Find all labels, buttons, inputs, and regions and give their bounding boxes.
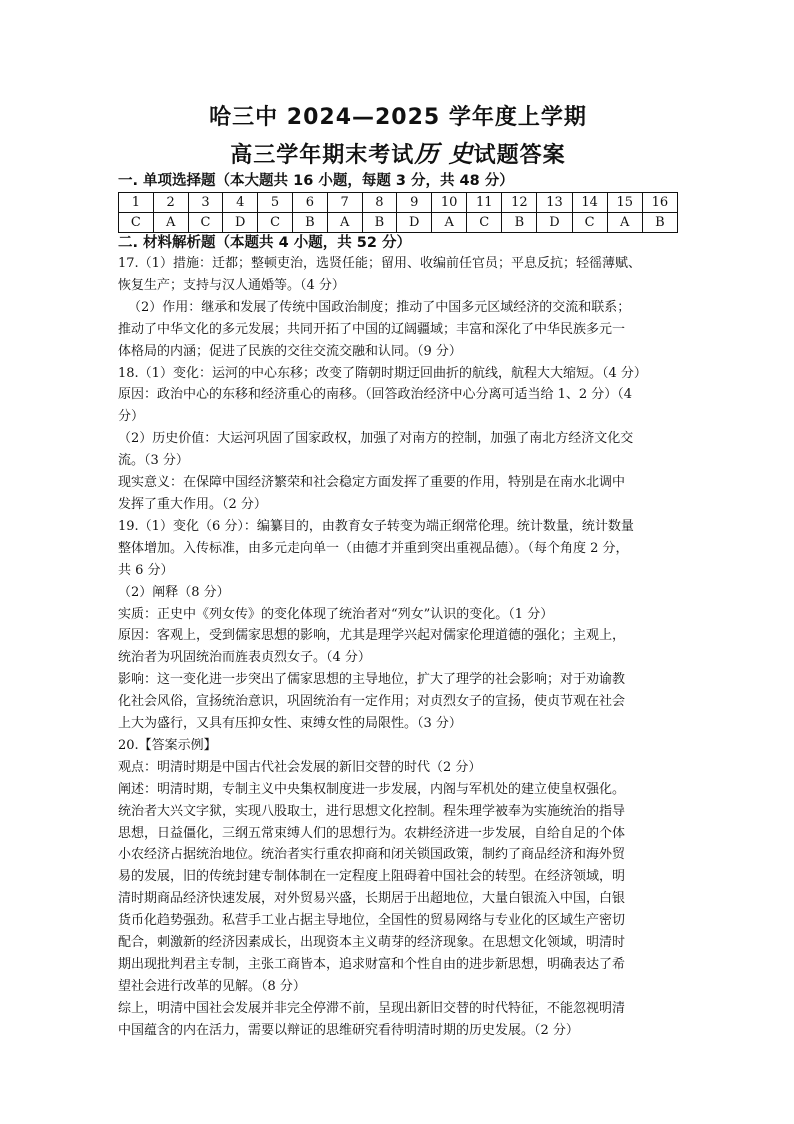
section2-heading: 二. 材料解析题（本题共 4 小题，共 52 分）	[118, 235, 412, 251]
answer-text-line: 分）	[118, 409, 145, 425]
answer-cell: B	[292, 213, 327, 233]
answer-cell: A	[607, 213, 642, 233]
answer-text-line: （2）作用：继承和发展了传统中国政治制度；推动了中国多元区域经济的交流和联系；	[128, 299, 631, 315]
answer-text-line: 小农经济占据统治地位。统治者实行重农抑商和闭关锁国政策，制约了商品经济和海外贸	[118, 847, 626, 863]
answer-text-line: 20.【答案示例】	[118, 737, 217, 753]
answer-text-line: 上大为盛行，又具有压抑女性、束缚女性的局限性。（3 分）	[118, 716, 462, 732]
answer-text-line: 实质：正史中《列女传》的变化体现了统治者对“列女”认识的变化。（1 分）	[118, 606, 554, 622]
question-number-cell: 7	[327, 193, 362, 213]
answer-text-line: 现实意义：在保障中国经济繁荣和社会稳定方面发挥了重要的作用，特别是在南水北调中	[118, 475, 626, 491]
answer-text-line: 期出现批判君主专制，主张工商皆本，追求财富和个性自由的进步新思想，明确表达了希	[118, 957, 626, 972]
answer-text-line: 统治者为巩固统治而旌表贞烈女子。（4 分）	[118, 650, 371, 666]
answer-text-line: 整体增加。入传标准，由多元走向单一（由德才并重到突出重视品德）。（每个角度 2 分，	[118, 540, 629, 556]
question-number-cell: 12	[502, 193, 537, 213]
answer-text-line: 推动了中华文化的多元发展；共同开拓了中国的辽阔疆域；丰富和深化了中华民族多元一	[118, 321, 626, 337]
answer-text-line: 影响：这一变化进一步突出了儒家思想的主导地位，扩大了理学的社会影响；对于劝谕教	[118, 672, 626, 688]
question-number-cell: 10	[432, 193, 467, 213]
section1-heading: 一. 单项选择题（本大题共 16 小题，每题 3 分，共 48 分）	[118, 173, 514, 189]
question-number-cell: 1	[119, 193, 154, 213]
answer-text-line: 流。（3 分）	[118, 453, 189, 469]
answer-cell: C	[119, 213, 154, 233]
answer-text-line: 原因：客观上，受到儒家思想的影响，尤其是理学兴起对儒家伦理道德的强化；主观上，	[118, 628, 626, 644]
answer-cell: A	[432, 213, 467, 233]
title-suffix: 试题答案	[473, 143, 566, 168]
answer-text-line: 原因：政治中心的东移和经济重心的南移。（回答政治经济中心分离可适当给 1、2 分）（4	[118, 387, 633, 403]
answer-table-answer-row	[119, 213, 678, 233]
question-number-cell: 14	[572, 193, 607, 213]
question-number-cell: 9	[397, 193, 432, 213]
answer-text-line: 发挥了重大作用。（2 分）	[118, 496, 267, 512]
answer-text-line: （2）历史价值：大运河巩固了国家政权，加强了对南方的控制，加强了南北方经济文化交	[118, 431, 634, 447]
document-title-line1: 哈三中 2024—2025 学年度上学期	[209, 105, 587, 130]
question-number-cell: 6	[292, 193, 327, 213]
document-title-line2	[118, 138, 678, 172]
answer-text-line: 17.（1）措施：迁都；整顿吏治，选贤任能；留用、收编前任官员；平息反抗；轻徭薄赋、	[118, 256, 641, 271]
answer-cell: D	[397, 213, 432, 233]
answer-cell: C	[572, 213, 607, 233]
answer-cell: B	[642, 213, 677, 233]
answer-text-line: 配合，刺激新的经济因素成长，出现资本主义萌芽的经济现象。在思想文化领域，明清时	[118, 935, 626, 951]
question-number-cell: 2	[153, 193, 188, 213]
answer-cell: B	[502, 213, 537, 233]
answer-cell: C	[258, 213, 293, 233]
answer-text-line: 化社会风俗，宣扬统治意识，巩固统治有一定作用；对贞烈女子的宣扬，使贞节观在社会	[118, 694, 626, 710]
answer-text-line: 恢复生产；支持与汉人通婚等。（4 分）	[118, 277, 345, 293]
answer-text-line: 体格局的内涵；促进了民族的交往交流交融和认同。（9 分）	[118, 343, 462, 359]
answer-text-line: 18.（1）变化：运河的中心东移；改变了隋朝时期迂回曲折的航线，航程大大缩短。（4 分）	[118, 365, 647, 381]
question-number-cell: 3	[188, 193, 223, 213]
answer-table-number-row	[119, 193, 678, 213]
question-number-cell: 11	[467, 193, 502, 213]
answer-text-line: 共 6 分）	[118, 562, 174, 578]
question-number-cell: 4	[223, 193, 258, 213]
answer-text-line: 货币化趋势强劲。私营手工业占据主导地位，全国性的贸易网络与专业化的区域生产密切	[118, 913, 626, 929]
answer-text-line: 综上，明清中国社会发展并非完全停滞不前，呈现出新旧交替的时代特征，不能忽视明清	[118, 1000, 626, 1016]
question-number-cell: 13	[537, 193, 572, 213]
answer-text-line: 易的发展，旧的传统封建专制体制在一定程度上阻碍着中国社会的转型。在经济领域，明	[118, 869, 626, 885]
question-number-cell: 5	[258, 193, 293, 213]
answer-table	[118, 192, 678, 233]
answer-text-line: 清时期商品经济快速发展，对外贸易兴盛，长期居于出超地位，大量白银流入中国，白银	[118, 891, 626, 907]
question-number-cell: 16	[642, 193, 677, 213]
answer-cell: C	[188, 213, 223, 233]
question-number-cell: 15	[607, 193, 642, 213]
answer-text-line: 观点：明清时期是中国古代社会发展的新旧交替的时代（2 分）	[118, 759, 482, 775]
answer-text-line: 统治者大兴文字狱，实现八股取士，进行思想文化控制。程朱理学被奉为实施统治的指导	[118, 803, 626, 819]
answer-text-line: （2）阐释（8 分）	[118, 584, 230, 600]
answer-text-line: 阐述：明清时期，专制主义中央集权制度进一步发展，内阁与军机处的建立使皇权强化。	[118, 781, 626, 797]
answer-cell: D	[223, 213, 258, 233]
answer-cell: B	[362, 213, 397, 233]
answer-cell: D	[537, 213, 572, 233]
answer-body	[118, 253, 678, 1042]
answer-cell: A	[153, 213, 188, 233]
question-number-cell: 8	[362, 193, 397, 213]
title-prefix: 高三学年期末考试	[230, 143, 415, 168]
answer-text-line: 望社会进行改革的见解。（8 分）	[118, 978, 306, 994]
answer-text-line: 19.（1）变化（6 分）：编纂目的，由教育女子转变为端正纲常伦理。统计数量，统计数量	[118, 518, 634, 534]
answer-cell: A	[327, 213, 362, 233]
answer-cell: C	[467, 213, 502, 233]
title-subject: 历 史	[414, 139, 474, 168]
answer-text-line: 思想，日益僵化，三纲五常束缚人们的思想行为。农耕经济进一步发展，自给自足的个体	[118, 825, 626, 841]
answer-document	[118, 102, 678, 1042]
answer-text-line: 中国蕴含的内在活力，需要以辩证的思维研究看待明清时期的历史发展。（2 分）	[118, 1022, 579, 1038]
